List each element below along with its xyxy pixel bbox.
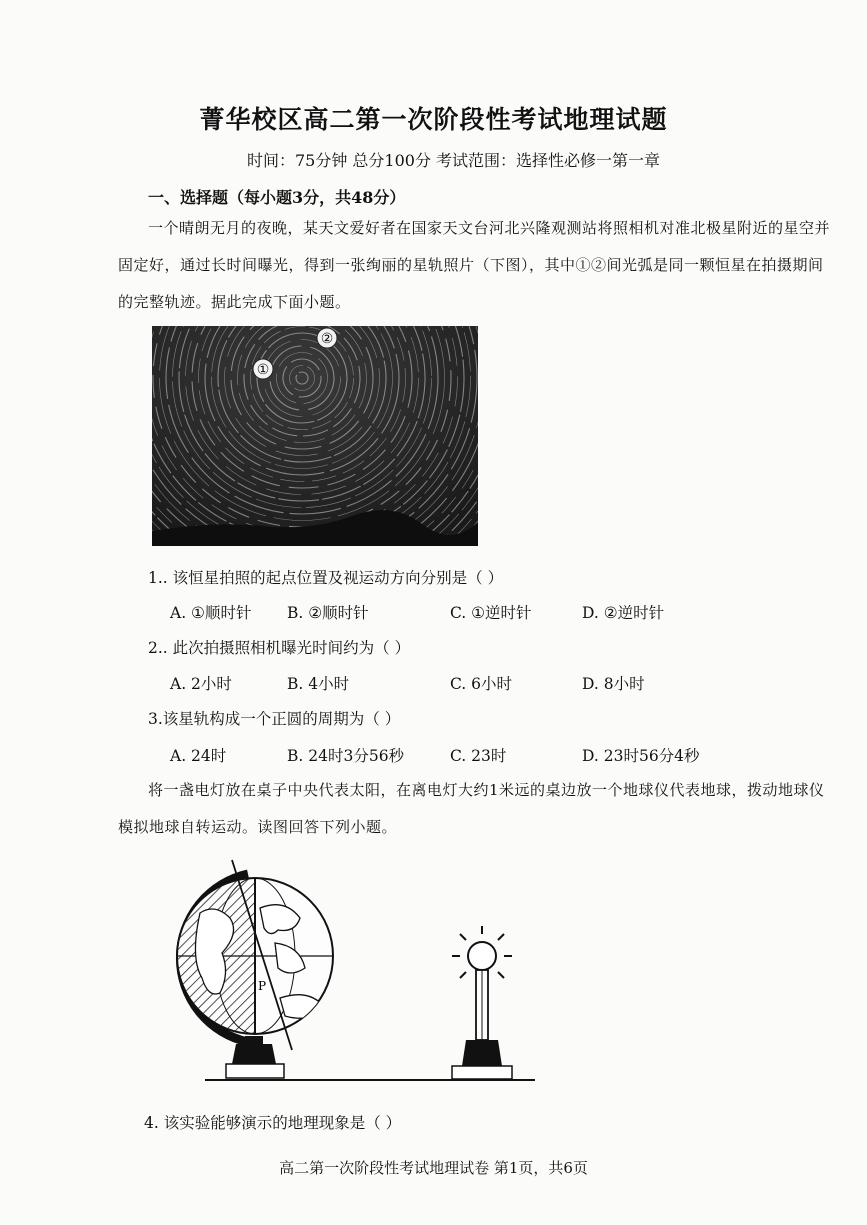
- photo-label-one: ①: [256, 362, 270, 378]
- passage-star-trails: 一个晴朗无月的夜晚，某天文爱好者在国家天文台河北兴隆观测站将照相机对准北极星附近的星空并固定好，通过长时间曝光，得到一张绚丽的星轨照片（下图），其中①②间光弧是同一颗恒星在拍摄期间的完整轨迹。据此完成下面小题。: [118, 219, 831, 311]
- star-trail-photo: [152, 326, 478, 546]
- passage-globe-experiment: 将一盏电灯放在桌子中央代表太阳，在离电灯大约1米远的桌边放一个地球仪代表地球，拨动地球仪模拟地球自转运动。读图回答下列小题。: [118, 781, 825, 836]
- section-heading: 一、选择题（每小题3分，共48分）: [148, 188, 406, 207]
- question-3-option-a[interactable]: A. 24时: [170, 747, 227, 765]
- question-3-option-c[interactable]: C. 23时: [450, 747, 507, 765]
- exam-info: 时间：75分钟 总分100分 考试范围：选择性必修一第一章: [246, 151, 661, 170]
- globe-lamp-diagram: [160, 858, 540, 1086]
- question-2-option-b[interactable]: B. 4小时: [287, 675, 350, 693]
- question-2-option-c[interactable]: C. 6小时: [450, 675, 513, 693]
- question-1-stem: 1.. 该恒星拍照的起点位置及视运动方向分别是（ ）: [148, 569, 504, 587]
- question-3-stem: 3.该星轨构成一个正圆的周期为（ ）: [148, 710, 401, 728]
- question-3-option-b[interactable]: B. 24时3分56秒: [287, 747, 405, 765]
- question-2-option-d[interactable]: D. 8小时: [582, 675, 645, 693]
- photo-label-two: ②: [320, 331, 334, 347]
- question-1-option-a[interactable]: A. ①顺时针: [170, 604, 252, 622]
- globe-point-label: P: [258, 979, 267, 993]
- sun-lamp-icon: [452, 926, 512, 1079]
- question-3-option-d[interactable]: D. 23时56分4秒: [582, 747, 700, 765]
- question-4-stem: 4. 该实验能够演示的地理现象是（ ）: [144, 1114, 402, 1132]
- question-1-option-d[interactable]: D. ②逆时针: [582, 604, 665, 622]
- question-2-stem: 2.. 此次拍摄照相机曝光时间约为（ ）: [148, 639, 411, 657]
- question-2-option-a[interactable]: A. 2小时: [170, 675, 232, 693]
- page-footer: 高二第一次阶段性考试地理试卷 第1页，共6页: [279, 1159, 588, 1177]
- question-1-option-c[interactable]: C. ①逆时针: [450, 604, 532, 622]
- page-title: 菁华校区高二第一次阶段性考试地理试题: [199, 105, 668, 134]
- question-1-option-b[interactable]: B. ②顺时针: [287, 604, 369, 622]
